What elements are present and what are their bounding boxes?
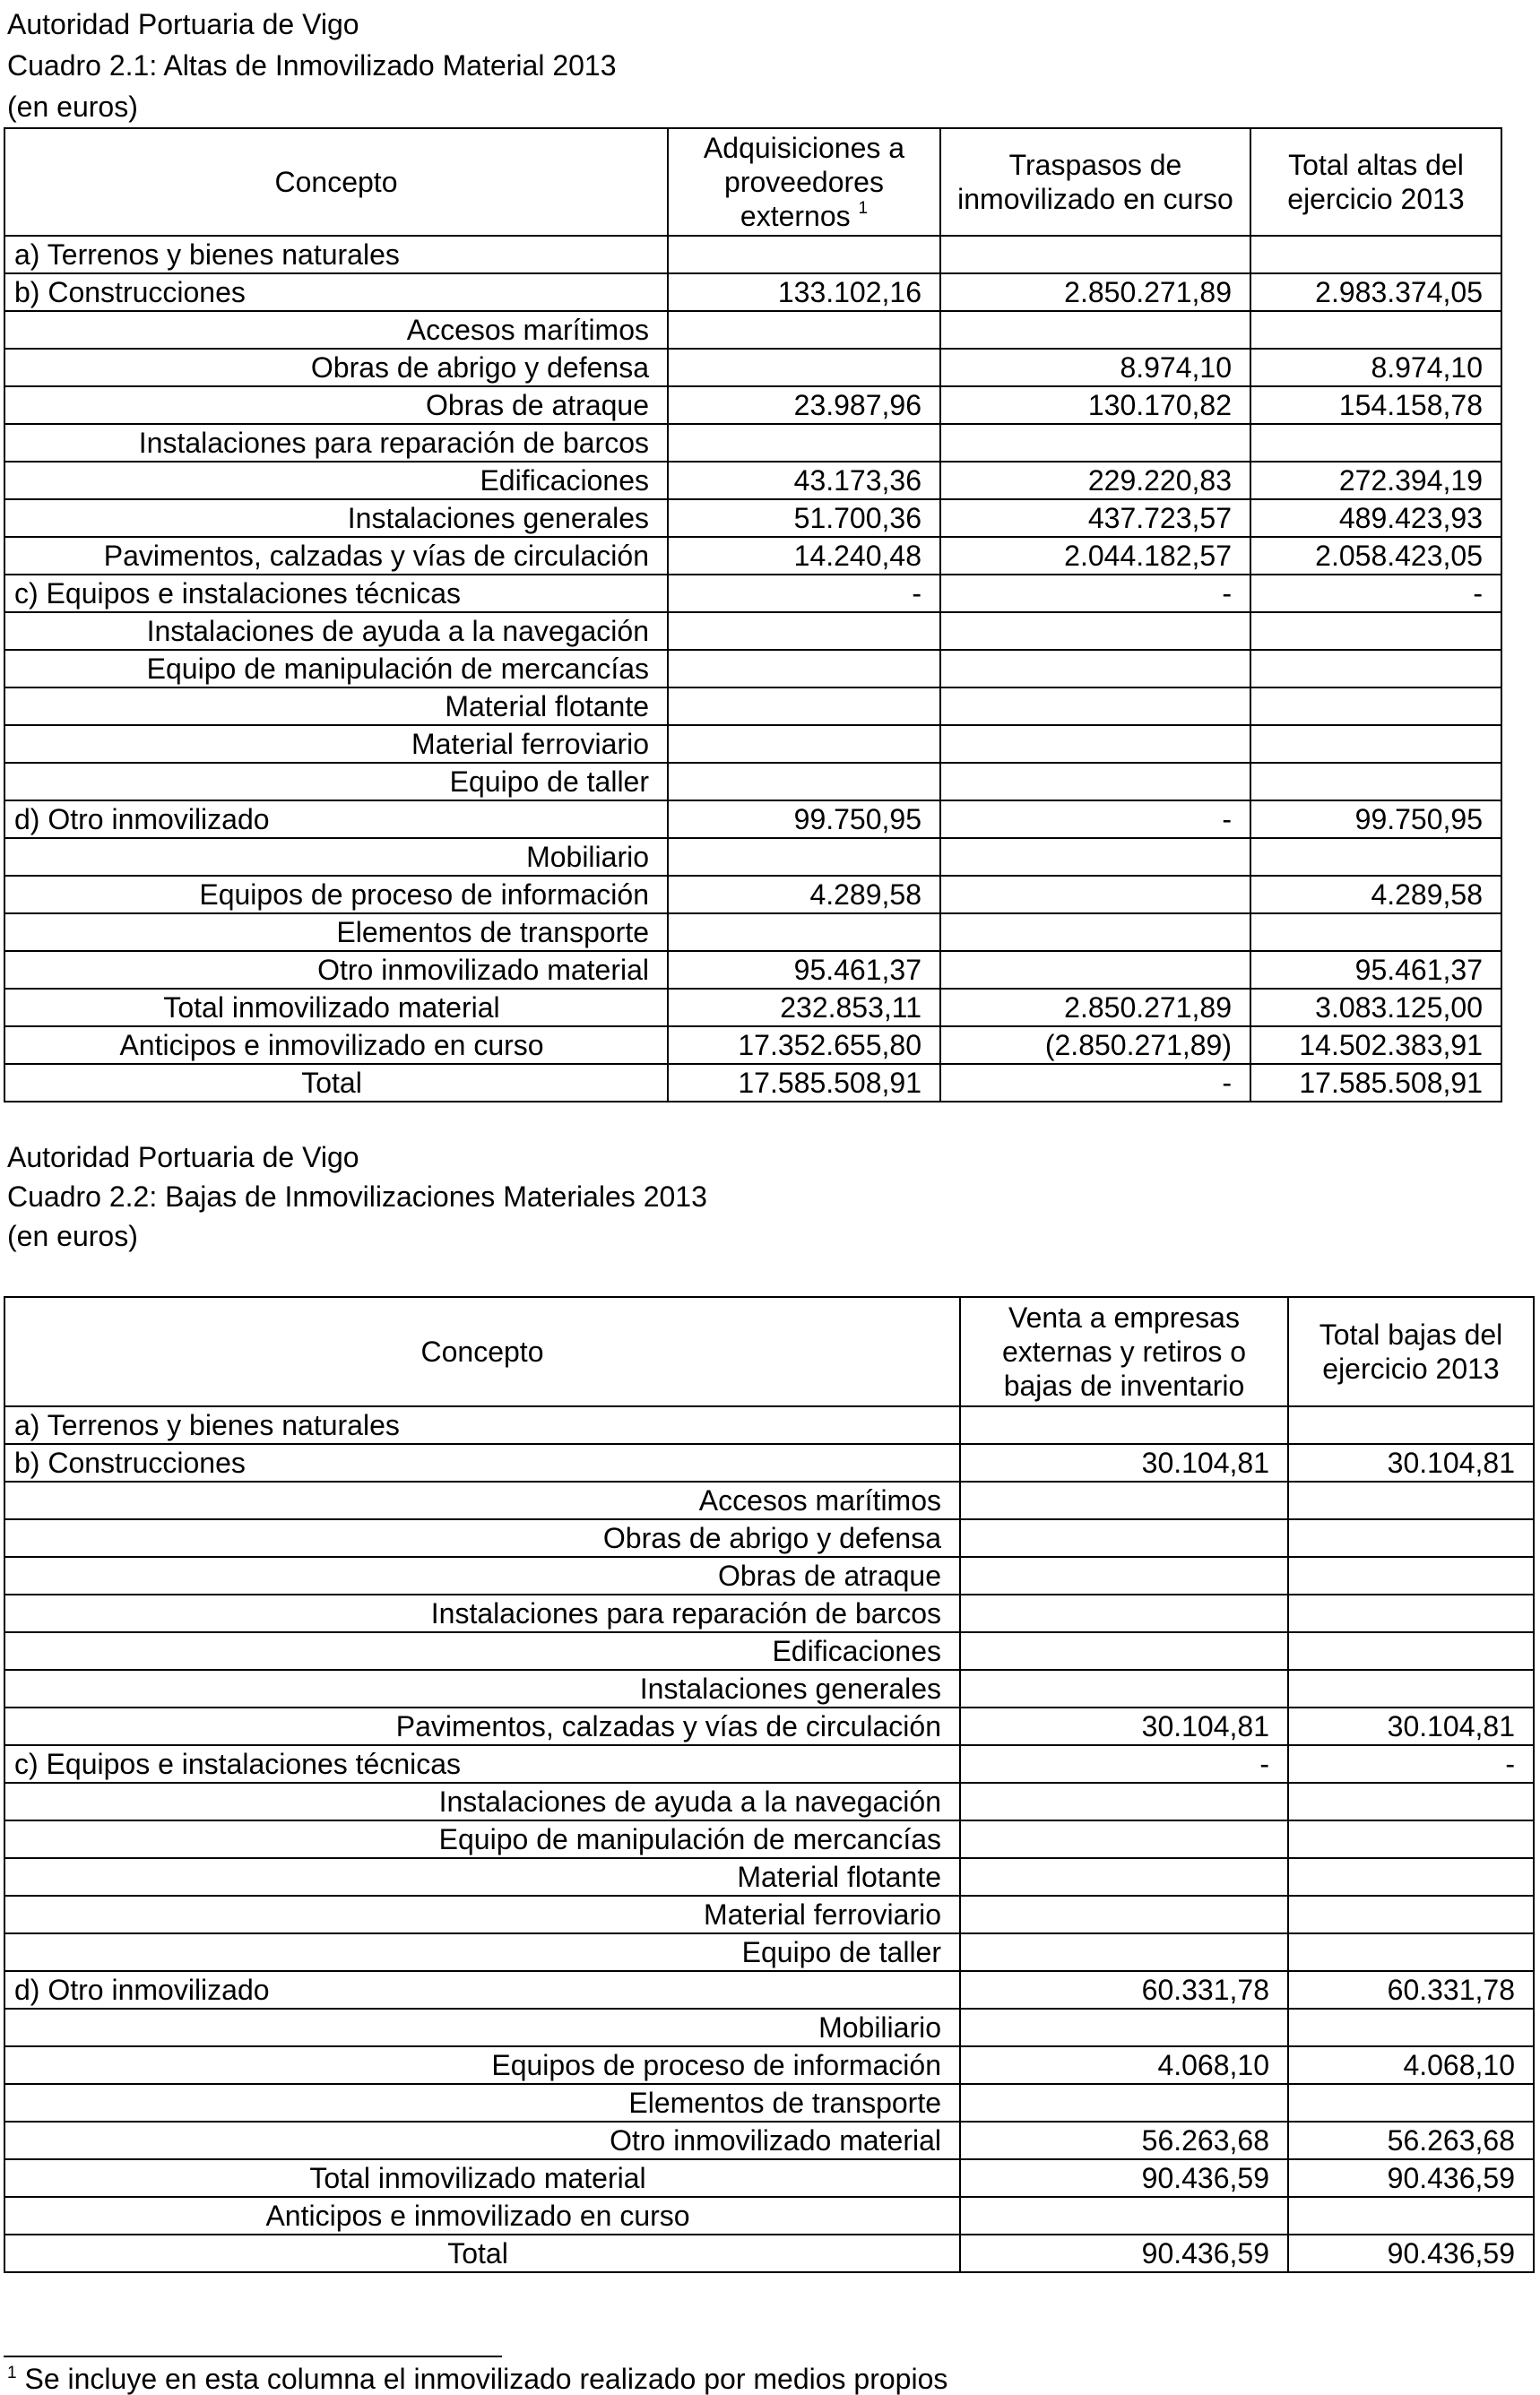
table-row [4, 2084, 1534, 2122]
altas-table [4, 127, 1502, 1102]
cell-v1: 17.585.508,91 [668, 1064, 940, 1102]
cell-v2 [1288, 2084, 1534, 2122]
row-label: b) Construcciones [4, 273, 668, 311]
cell-v2 [940, 876, 1250, 913]
row-label: Equipo de manipulación de mercancías [4, 650, 668, 687]
cell-v2: 130.170,82 [940, 386, 1250, 424]
cell-v2: 30.104,81 [1288, 1444, 1534, 1482]
cell-v3 [1250, 687, 1501, 725]
cell-v1: 99.750,95 [668, 800, 940, 838]
table-row [4, 1896, 1534, 1933]
cell-v1: 23.987,96 [668, 386, 940, 424]
cell-v2 [1288, 1820, 1534, 1858]
cell-v1 [668, 612, 940, 650]
cell-v3: 17.585.508,91 [1250, 1064, 1501, 1102]
cell-v2: 4.068,10 [1288, 2046, 1534, 2084]
cell-v1: 51.700,36 [668, 499, 940, 537]
row-label: Anticipos e inmovilizado en curso [4, 1026, 668, 1064]
footnote-mark: 1 [858, 199, 869, 218]
table-row [4, 1933, 1534, 1971]
table-row [4, 687, 1501, 725]
table-row [4, 1745, 1534, 1783]
row-label: Material flotante [4, 687, 668, 725]
table-row [4, 1632, 1534, 1670]
row-label: Material ferroviario [4, 725, 668, 763]
cell-v1: 17.352.655,80 [668, 1026, 940, 1064]
table-row [4, 499, 1501, 537]
table-row [4, 650, 1501, 687]
bajas-table [4, 1296, 1535, 2273]
table-row [4, 2009, 1534, 2046]
table-row [4, 2122, 1534, 2159]
cell-v1: 30.104,81 [960, 1708, 1288, 1745]
row-label: Edificaciones [4, 462, 668, 499]
row-label: Material ferroviario [4, 1896, 960, 1933]
row-label: c) Equipos e instalaciones técnicas [4, 575, 668, 612]
table2-unit: (en euros) [7, 1220, 138, 1252]
row-label: Instalaciones de ayuda a la navegación [4, 1783, 960, 1820]
cell-v2 [1288, 1595, 1534, 1632]
row-label: Obras de atraque [4, 386, 668, 424]
cell-v2: - [1288, 1745, 1534, 1783]
cell-v1: 133.102,16 [668, 273, 940, 311]
header-concepto: Concepto [4, 128, 668, 236]
row-label: Total inmovilizado material [4, 989, 668, 1026]
table-row [4, 1064, 1501, 1102]
cell-v1 [960, 1783, 1288, 1820]
cell-v3 [1250, 311, 1501, 349]
cell-v2: - [940, 800, 1250, 838]
table-row [4, 1406, 1534, 1444]
cell-v2: 437.723,57 [940, 499, 1250, 537]
row-label: Total [4, 1064, 668, 1102]
cell-v2 [940, 650, 1250, 687]
header-total-altas: Total altas del ejercicio 2013 [1250, 128, 1501, 236]
cell-v2 [1288, 1933, 1534, 1971]
table-row [4, 1557, 1534, 1595]
cell-v1: 4.289,58 [668, 876, 940, 913]
cell-v1 [960, 1557, 1288, 1595]
cell-v3: 4.289,58 [1250, 876, 1501, 913]
table1-unit: (en euros) [7, 91, 138, 123]
cell-v2 [1288, 1896, 1534, 1933]
table-row [4, 1858, 1534, 1896]
cell-v1: 43.173,36 [668, 462, 940, 499]
table-row [4, 1820, 1534, 1858]
cell-v2 [1288, 1632, 1534, 1670]
row-label: Otro inmovilizado material [4, 2122, 960, 2159]
row-label: Elementos de transporte [4, 913, 668, 951]
cell-v3: 14.502.383,91 [1250, 1026, 1501, 1064]
table-row [4, 800, 1501, 838]
cell-v2: 8.974,10 [940, 349, 1250, 386]
cell-v1: 232.853,11 [668, 989, 940, 1026]
footnote [7, 2363, 947, 2395]
table-row [4, 876, 1501, 913]
cell-v2 [1288, 1519, 1534, 1557]
cell-v2 [940, 951, 1250, 989]
table-row [4, 2235, 1534, 2272]
row-label: a) Terrenos y bienes naturales [4, 236, 668, 273]
cell-v1: 30.104,81 [960, 1444, 1288, 1482]
table-row [4, 462, 1501, 499]
cell-v1 [960, 1632, 1288, 1670]
bajas-header-row [4, 1297, 1534, 1406]
table-row [4, 1708, 1534, 1745]
cell-v2: 30.104,81 [1288, 1708, 1534, 1745]
table-row [4, 2197, 1534, 2235]
cell-v1: 90.436,59 [960, 2159, 1288, 2197]
cell-v1 [960, 1933, 1288, 1971]
cell-v1 [668, 236, 940, 273]
table-row [4, 575, 1501, 612]
table-row [4, 913, 1501, 951]
table-row [4, 349, 1501, 386]
cell-v2: 2.850.271,89 [940, 273, 1250, 311]
table-row [4, 1026, 1501, 1064]
cell-v2: 229.220,83 [940, 462, 1250, 499]
cell-v2: 56.263,68 [1288, 2122, 1534, 2159]
cell-v2 [1288, 1557, 1534, 1595]
cell-v2 [1288, 2197, 1534, 2235]
table-row [4, 989, 1501, 1026]
footnote-number: 1 [7, 2364, 17, 2382]
cell-v1 [668, 311, 940, 349]
row-label: Instalaciones de ayuda a la navegación [4, 612, 668, 650]
table2-title: Cuadro 2.2: Bajas de Inmovilizaciones Materiales 2013 [7, 1180, 707, 1213]
cell-v3 [1250, 763, 1501, 800]
cell-v1: - [960, 1745, 1288, 1783]
table-row [4, 1595, 1534, 1632]
cell-v3 [1250, 838, 1501, 876]
cell-v2 [940, 424, 1250, 462]
table-row [4, 1971, 1534, 2009]
row-label: Equipos de proceso de información [4, 876, 668, 913]
header-venta: Venta a empresas externas y retiros o bajas de inventario [960, 1297, 1288, 1406]
cell-v2 [940, 612, 1250, 650]
cell-v2 [1288, 1858, 1534, 1896]
row-label: Obras de abrigo y defensa [4, 1519, 960, 1557]
row-label: Accesos marítimos [4, 1482, 960, 1519]
row-label: Equipos de proceso de información [4, 2046, 960, 2084]
row-label: Total [4, 2235, 960, 2272]
table-row [4, 311, 1501, 349]
table-row [4, 537, 1501, 575]
cell-v1 [668, 838, 940, 876]
cell-v3 [1250, 236, 1501, 273]
row-label: Equipo de manipulación de mercancías [4, 1820, 960, 1858]
cell-v2: 90.436,59 [1288, 2235, 1534, 2272]
cell-v1: 56.263,68 [960, 2122, 1288, 2159]
cell-v2: - [940, 1064, 1250, 1102]
cell-v3 [1250, 612, 1501, 650]
cell-v1: 95.461,37 [668, 951, 940, 989]
row-label: Instalaciones para reparación de barcos [4, 424, 668, 462]
row-label: Pavimentos, calzadas y vías de circulación [4, 537, 668, 575]
cell-v1: 4.068,10 [960, 2046, 1288, 2084]
cell-v2 [940, 311, 1250, 349]
cell-v1 [960, 2009, 1288, 2046]
header-concepto: Concepto [4, 1297, 960, 1406]
cell-v1: 60.331,78 [960, 1971, 1288, 2009]
row-label: Instalaciones generales [4, 499, 668, 537]
header-adquisiciones-label: Adquisiciones a proveedores externos [703, 132, 905, 232]
table-row [4, 2159, 1534, 2197]
row-label: a) Terrenos y bienes naturales [4, 1406, 960, 1444]
table-row [4, 838, 1501, 876]
cell-v3 [1250, 913, 1501, 951]
cell-v2 [940, 687, 1250, 725]
cell-v3: 95.461,37 [1250, 951, 1501, 989]
table-row [4, 1519, 1534, 1557]
bajas-body [4, 1406, 1534, 2272]
cell-v2 [940, 913, 1250, 951]
cell-v3: 2.058.423,05 [1250, 537, 1501, 575]
cell-v1 [668, 913, 940, 951]
cell-v1 [668, 725, 940, 763]
row-label: Otro inmovilizado material [4, 951, 668, 989]
cell-v2 [940, 725, 1250, 763]
cell-v2 [1288, 1783, 1534, 1820]
row-label: d) Otro inmovilizado [4, 1971, 960, 2009]
cell-v1 [960, 1406, 1288, 1444]
cell-v1 [960, 1820, 1288, 1858]
cell-v3: 99.750,95 [1250, 800, 1501, 838]
cell-v1 [960, 2084, 1288, 2122]
table-row [4, 1444, 1534, 1482]
cell-v3: 272.394,19 [1250, 462, 1501, 499]
table2-org: Autoridad Portuaria de Vigo [7, 1141, 359, 1173]
cell-v3 [1250, 424, 1501, 462]
table-row [4, 725, 1501, 763]
row-label: Total inmovilizado material [4, 2159, 960, 2197]
footnote-divider [4, 2356, 502, 2357]
row-label: Edificaciones [4, 1632, 960, 1670]
cell-v1: 14.240,48 [668, 537, 940, 575]
row-label: c) Equipos e instalaciones técnicas [4, 1745, 960, 1783]
cell-v2: 2.850.271,89 [940, 989, 1250, 1026]
cell-v1 [960, 1896, 1288, 1933]
table-row [4, 612, 1501, 650]
table-row [4, 1783, 1534, 1820]
cell-v1 [668, 424, 940, 462]
cell-v3 [1250, 725, 1501, 763]
cell-v2 [940, 763, 1250, 800]
cell-v3: 3.083.125,00 [1250, 989, 1501, 1026]
cell-v3: 8.974,10 [1250, 349, 1501, 386]
cell-v1 [668, 349, 940, 386]
table-row [4, 763, 1501, 800]
cell-v2 [1288, 2009, 1534, 2046]
cell-v3: 154.158,78 [1250, 386, 1501, 424]
row-label: Obras de abrigo y defensa [4, 349, 668, 386]
row-label: b) Construcciones [4, 1444, 960, 1482]
row-label: Equipo de taller [4, 763, 668, 800]
cell-v1 [960, 1482, 1288, 1519]
cell-v3: - [1250, 575, 1501, 612]
row-label: Accesos marítimos [4, 311, 668, 349]
cell-v2: 60.331,78 [1288, 1971, 1534, 2009]
row-label: Obras de atraque [4, 1557, 960, 1595]
cell-v1 [960, 1670, 1288, 1708]
row-label: d) Otro inmovilizado [4, 800, 668, 838]
footnote-text: Se incluye en esta columna el inmovilizado realizado por medios propios [24, 2363, 948, 2395]
cell-v1 [668, 687, 940, 725]
row-label: Material flotante [4, 1858, 960, 1896]
cell-v1 [960, 1858, 1288, 1896]
row-label: Instalaciones generales [4, 1670, 960, 1708]
cell-v2: 90.436,59 [1288, 2159, 1534, 2197]
row-label: Instalaciones para reparación de barcos [4, 1595, 960, 1632]
header-adquisiciones [668, 128, 940, 236]
cell-v1 [668, 763, 940, 800]
row-label: Mobiliario [4, 2009, 960, 2046]
table-row [4, 273, 1501, 311]
altas-header-row [4, 128, 1501, 236]
table-row [4, 386, 1501, 424]
table1-title: Cuadro 2.1: Altas de Inmovilizado Material 2013 [7, 49, 617, 82]
cell-v3: 2.983.374,05 [1250, 273, 1501, 311]
cell-v1: - [668, 575, 940, 612]
cell-v2 [940, 838, 1250, 876]
table-row [4, 1482, 1534, 1519]
header-total-bajas: Total bajas del ejercicio 2013 [1288, 1297, 1534, 1406]
row-label: Anticipos e inmovilizado en curso [4, 2197, 960, 2235]
cell-v2 [940, 236, 1250, 273]
cell-v1 [668, 650, 940, 687]
table-row [4, 424, 1501, 462]
cell-v2: 2.044.182,57 [940, 537, 1250, 575]
table-row [4, 1670, 1534, 1708]
row-label: Mobiliario [4, 838, 668, 876]
cell-v1 [960, 2197, 1288, 2235]
row-label: Pavimentos, calzadas y vías de circulación [4, 1708, 960, 1745]
cell-v2: (2.850.271,89) [940, 1026, 1250, 1064]
cell-v1: 90.436,59 [960, 2235, 1288, 2272]
cell-v2: - [940, 575, 1250, 612]
row-label: Equipo de taller [4, 1933, 960, 1971]
cell-v3: 489.423,93 [1250, 499, 1501, 537]
header-traspasos: Traspasos de inmovilizado en curso [940, 128, 1250, 236]
cell-v1 [960, 1519, 1288, 1557]
table-row [4, 236, 1501, 273]
table-row [4, 951, 1501, 989]
table1-org: Autoridad Portuaria de Vigo [7, 8, 359, 40]
cell-v2 [1288, 1406, 1534, 1444]
altas-body [4, 236, 1501, 1102]
cell-v3 [1250, 650, 1501, 687]
table-row [4, 2046, 1534, 2084]
cell-v2 [1288, 1670, 1534, 1708]
cell-v1 [960, 1595, 1288, 1632]
row-label: Elementos de transporte [4, 2084, 960, 2122]
cell-v2 [1288, 1482, 1534, 1519]
